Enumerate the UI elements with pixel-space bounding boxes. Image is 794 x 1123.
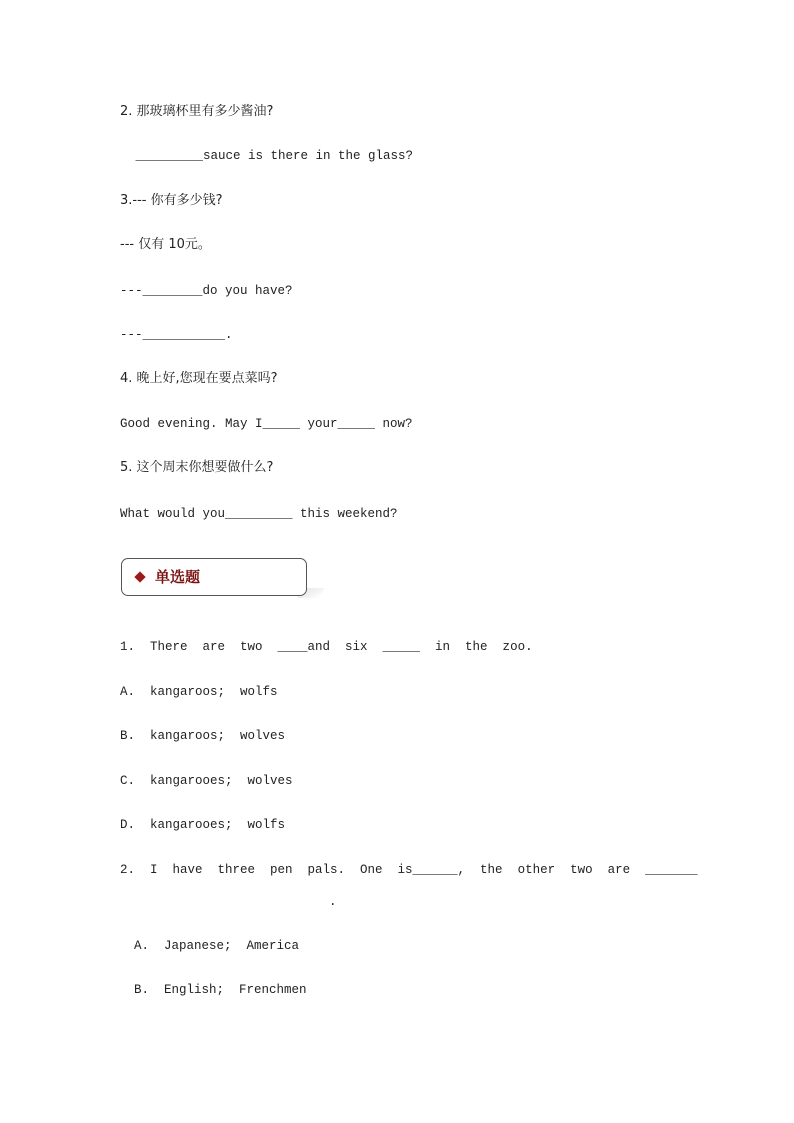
question-3-chinese-answer: --- 仅有 10元。: [120, 237, 211, 252]
question-2-english: _________sauce is there in the glass?: [128, 149, 414, 163]
section-title: 单选题: [155, 568, 201, 586]
section-header: [121, 558, 307, 596]
mcq-2-stem: 2. I have three pen pals. One is______, the other two are _______: [120, 863, 698, 877]
question-5-chinese: 5. 这个周末你想要做什么?: [120, 460, 274, 475]
mcq-2-option-b: B. English; Frenchmen: [134, 983, 307, 997]
question-3-english-question: ---________do you have?: [120, 284, 293, 298]
question-4-chinese: 4. 晚上好,您现在要点菜吗?: [120, 371, 278, 386]
mcq-1-stem: 1. There are two ____and six _____ in the zoo.: [120, 640, 533, 654]
question-4-english: Good evening. May I_____ your_____ now?: [120, 417, 413, 431]
mcq-2-stem-end: .: [329, 895, 337, 909]
mcq-1-option-a: A. kangaroos; wolfs: [120, 685, 278, 699]
mcq-1-option-c: C. kangarooes; wolves: [120, 774, 293, 788]
mcq-1-option-d: D. kangarooes; wolfs: [120, 818, 286, 832]
question-2-chinese: 2. 那玻璃杯里有多少酱油?: [120, 104, 274, 119]
question-3-chinese: 3.--- 你有多少钱?: [120, 193, 223, 208]
question-3-english-answer: ---___________.: [120, 328, 233, 342]
question-5-english: What would you_________ this weekend?: [120, 507, 398, 521]
mcq-2-option-a: A. Japanese; America: [134, 939, 300, 953]
mcq-1-option-b: B. kangaroos; wolves: [120, 729, 286, 743]
